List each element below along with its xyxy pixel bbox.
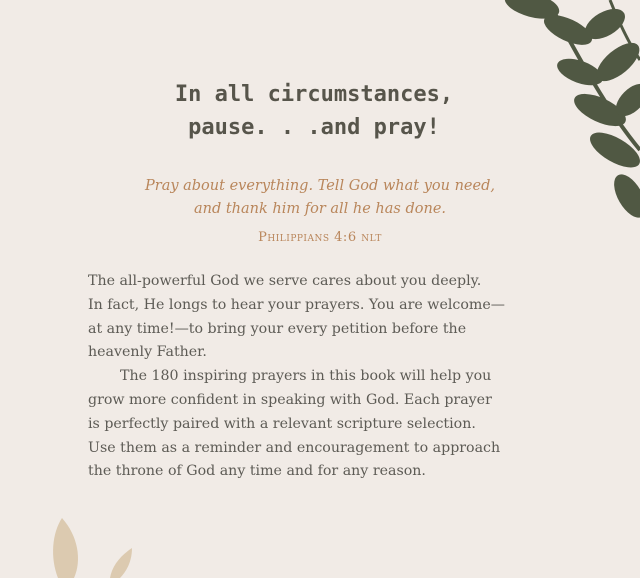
body-line: at any time!—to bring your every petition before the (88, 320, 467, 337)
verse-line-2: and thank him for all he has done. (193, 201, 447, 217)
body-line: The all-powerful God we serve cares about you deeply. (88, 273, 482, 289)
body-line: grow more confident in speaking with God. Each prayer (88, 391, 492, 408)
body-line: is perfectly paired with a relevant scripture selection. (88, 415, 476, 432)
scripture-reference: Philippians 4:6 nlt (258, 230, 382, 245)
verse-line-1: Pray about everything. Tell God what you need, (145, 178, 495, 194)
body-line: heavenly Father. (88, 344, 207, 361)
body-line: The 180 inspiring prayers in this book will help you (120, 368, 492, 385)
light-leaves-icon (40, 518, 150, 578)
intro-text (88, 270, 558, 484)
scripture-verse (0, 175, 640, 221)
body-line: Use them as a reminder and encouragement to approach (88, 439, 501, 456)
page-heading (0, 78, 628, 144)
heading-line-1: In all circumstances, (174, 82, 454, 107)
body-line: the throne of God any time and for any reason. (88, 463, 426, 480)
heading-line-2: pause. . .and pray! (188, 115, 440, 140)
body-line: In fact, He longs to hear your prayers. You are welcome— (88, 296, 505, 313)
